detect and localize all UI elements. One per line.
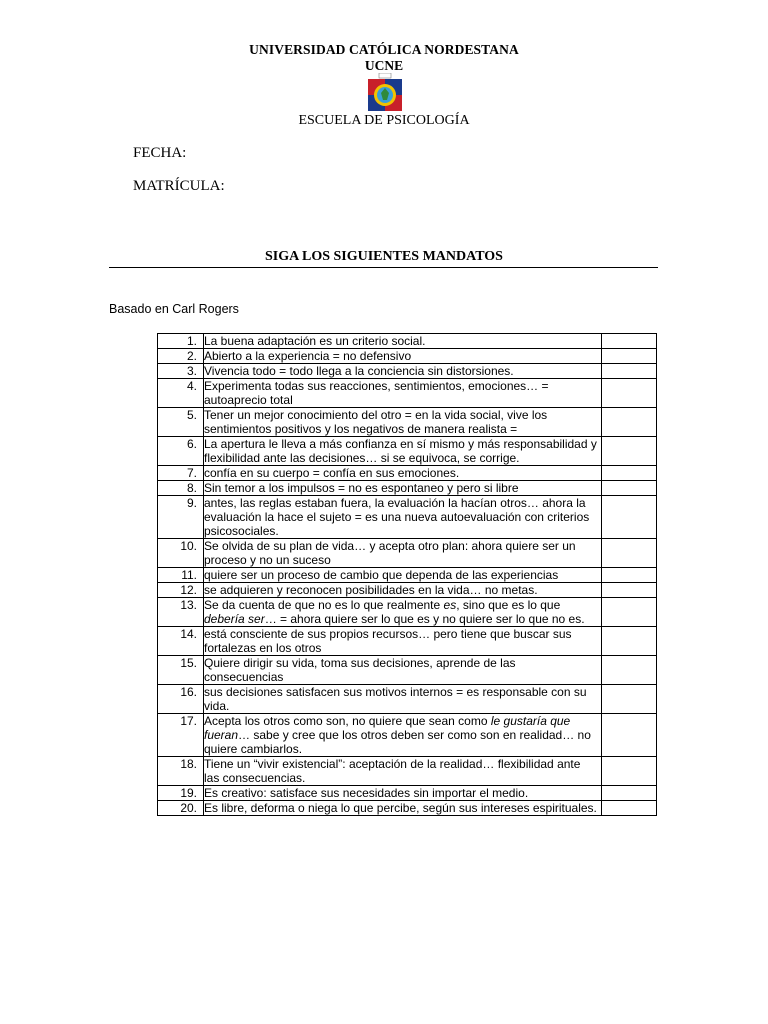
item-answer-cell[interactable] [602, 481, 657, 496]
item-answer-cell[interactable] [602, 379, 657, 408]
item-number: 11. [158, 568, 204, 583]
item-answer-cell[interactable] [602, 627, 657, 656]
table-row [158, 364, 657, 379]
item-text-segment: … = ahora quiere ser lo que es y no quiere ser lo que no es. [264, 612, 585, 626]
date-label: FECHA: [133, 145, 187, 161]
item-text: Es creativo: satisface sus necesidades sin importar el medio. [204, 786, 602, 801]
table-row [158, 539, 657, 568]
item-text-emphasis: es [443, 598, 457, 612]
item-number: 12. [158, 583, 204, 598]
item-text: se adquieren y reconocen posibilidades en la vida… no metas. [204, 583, 602, 598]
item-text: Experimenta todas sus reacciones, sentimientos, emociones… = autoaprecio total [204, 379, 602, 408]
item-text: Tiene un “vivir existencial”: aceptación de la realidad… flexibilidad ante las consecuencias. [204, 757, 602, 786]
item-text: Tener un mejor conocimiento del otro = en la vida social, vive los sentimientos positivos y los negativos de manera realista = [204, 408, 602, 437]
table-row [158, 466, 657, 481]
item-number: 15. [158, 656, 204, 685]
table-row [158, 349, 657, 364]
heading-rule [109, 267, 658, 268]
item-answer-cell[interactable] [602, 568, 657, 583]
item-text: Abierto a la experiencia = no defensivo [204, 349, 602, 364]
table-row [158, 568, 657, 583]
item-number: 6. [158, 437, 204, 466]
item-answer-cell[interactable] [602, 757, 657, 786]
item-number: 8. [158, 481, 204, 496]
school-name: ESCUELA DE PSICOLOGÍA [298, 113, 470, 128]
item-text: quiere ser un proceso de cambio que dependa de las experiencias [204, 568, 602, 583]
item-text: Sin temor a los impulsos = no es espontaneo y pero si libre [204, 481, 602, 496]
table-row [158, 786, 657, 801]
item-number: 10. [158, 539, 204, 568]
item-answer-cell[interactable] [602, 685, 657, 714]
table-row [158, 714, 657, 757]
item-text-segment: Se da cuenta de que no es lo que realmente [204, 598, 444, 612]
item-number: 20. [158, 801, 204, 816]
table-row [158, 627, 657, 656]
document-heading: SIGA LOS SIGUIENTES MANDATOS [265, 249, 503, 264]
item-answer-cell[interactable] [602, 786, 657, 801]
item-answer-cell[interactable] [602, 349, 657, 364]
university-abbreviation: UCNE [364, 58, 404, 73]
item-text-emphasis: le gustaría que fueran [204, 714, 571, 742]
item-answer-cell[interactable] [602, 437, 657, 466]
item-text-segment: Acepta los otros como son, no quiere que sean como [204, 714, 491, 728]
item-number: 2. [158, 349, 204, 364]
item-text: Se olvida de su plan de vida… y acepta otro plan: ahora quiere ser un proceso y no un suceso [204, 539, 602, 568]
item-text-segment: , sino que es lo que [456, 598, 561, 612]
item-number: 5. [158, 408, 204, 437]
item-number: 19. [158, 786, 204, 801]
table-row [158, 656, 657, 685]
item-answer-cell[interactable] [602, 539, 657, 568]
basis-note: Basado en Carl Rogers [109, 302, 239, 316]
item-answer-cell[interactable] [602, 714, 657, 757]
item-answer-cell[interactable] [602, 801, 657, 816]
item-text [204, 598, 602, 627]
item-text: Vivencia todo = todo llega a la conciencia sin distorsiones. [204, 364, 602, 379]
item-text [204, 714, 602, 757]
item-answer-cell[interactable] [602, 496, 657, 539]
item-text-segment: … sabe y cree que los otros deben ser como son en realidad… no quiere cambiarlos. [204, 728, 591, 756]
item-text: confía en su cuerpo = confía en sus emociones. [204, 466, 602, 481]
mandates-table [157, 333, 657, 816]
item-number: 13. [158, 598, 204, 627]
item-text: La apertura le lleva a más confianza en sí mismo y más responsabilidad y flexibilidad ante las decisiones… si se equivoca, se corrige. [204, 437, 602, 466]
item-number: 3. [158, 364, 204, 379]
table-row [158, 583, 657, 598]
item-number: 18. [158, 757, 204, 786]
table-row [158, 408, 657, 437]
table-row [158, 685, 657, 714]
item-answer-cell[interactable] [602, 408, 657, 437]
item-text: sus decisiones satisfacen sus motivos internos = es responsable con su vida. [204, 685, 602, 714]
table-row [158, 481, 657, 496]
item-text: antes, las reglas estaban fuera, la evaluación la hacían otros… ahora la evaluación la hace el sujeto = es una nueva autoevaluación con criterios psicosociales. [204, 496, 602, 539]
item-number: 1. [158, 334, 204, 349]
item-answer-cell[interactable] [602, 656, 657, 685]
table-row [158, 437, 657, 466]
item-answer-cell[interactable] [602, 334, 657, 349]
item-number: 7. [158, 466, 204, 481]
item-answer-cell[interactable] [602, 466, 657, 481]
item-answer-cell[interactable] [602, 583, 657, 598]
table-row [158, 801, 657, 816]
item-number: 4. [158, 379, 204, 408]
item-text: está consciente de sus propios recursos… pero tiene que buscar sus fortalezas en los otros [204, 627, 602, 656]
item-number: 9. [158, 496, 204, 539]
item-answer-cell[interactable] [602, 598, 657, 627]
student-id-label: MATRÍCULA: [133, 178, 225, 194]
item-answer-cell[interactable] [602, 364, 657, 379]
table-row [158, 598, 657, 627]
item-text-emphasis: debería ser [204, 612, 265, 626]
table-row [158, 379, 657, 408]
table-row [158, 496, 657, 539]
table-row [158, 334, 657, 349]
item-number: 17. [158, 714, 204, 757]
item-text: Quiere dirigir su vida, toma sus decisiones, aprende de las consecuencias [204, 656, 602, 685]
item-text: La buena adaptación es un criterio social. [204, 334, 602, 349]
item-number: 14. [158, 627, 204, 656]
table-row [158, 757, 657, 786]
item-number: 16. [158, 685, 204, 714]
university-name: UNIVERSIDAD CATÓLICA NORDESTANA [249, 42, 519, 57]
item-text: Es libre, deforma o niega lo que percibe, según sus intereses espirituales. [204, 801, 602, 816]
university-seal-logo [368, 73, 402, 111]
